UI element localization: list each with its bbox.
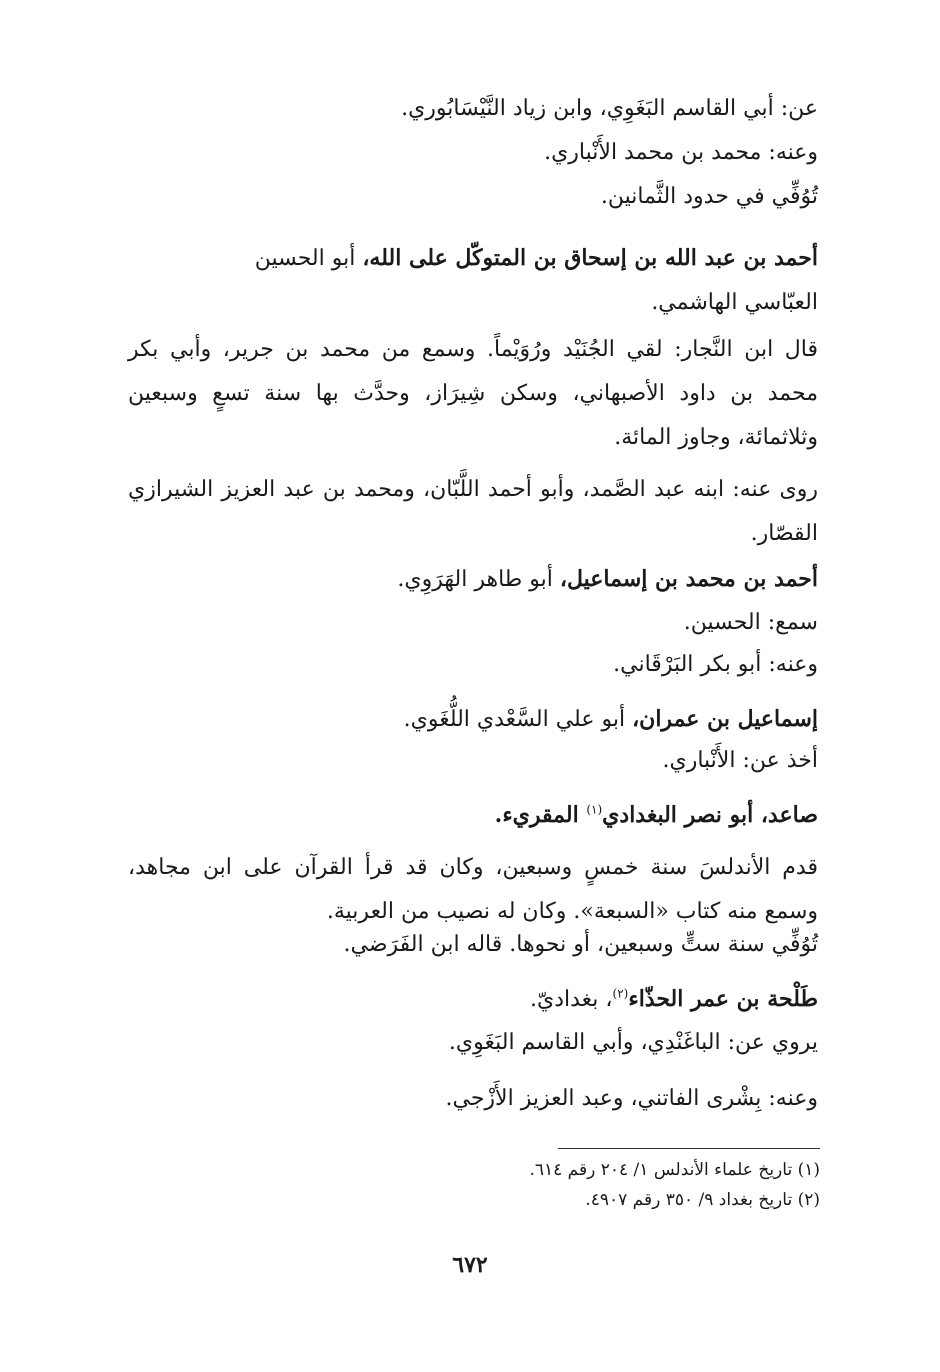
entry-ahmad-ibn-abdallah (128, 236, 818, 325)
text-line: وعنه: أبو بكر البَرْقَاني. (613, 652, 818, 677)
entry-talha (530, 986, 818, 1012)
text-line: عن: أبي القاسم البَغَوِي، وابن زياد النَّيْسَابُوري. (401, 96, 818, 121)
entry-heading: أحمد بن محمد بن إسماعيل، (559, 566, 818, 592)
entry-ismail-ibn-imran (404, 706, 818, 732)
entry-ahmad-ibn-muhammad (397, 566, 818, 592)
text-line: يروي عن: الباغَنْدِي، وأبي القاسم البَغَوِي. (448, 1030, 818, 1055)
paragraph: قال ابن النَّجار: لقي الجُنَيْد ورُوَيْماً. وسمع من محمد بن جرير، وأبي بكر محمد بن داود الأصبهاني، وسكن شِيرَاز، وحدَّث بها سنة تسعٍ وسبعين وثلاثمائة، وجاوز المائة. (128, 337, 818, 450)
text-line: وعنه: محمد بن محمد الأَنْباري. (544, 140, 818, 165)
entry-kunya: أبو الحسين (254, 246, 363, 271)
footnote-marker: (١) (586, 802, 603, 817)
footnote: (١) تاريخ علماء الأندلس ١/ ٢٠٤ رقم ٦١٤. (529, 1160, 820, 1180)
entry-heading: إسماعيل بن عمران، (632, 706, 818, 732)
paragraph: روى عنه: ابنه عبد الصَّمد، وأبو أحمد اللَّبّان، ومحمد بن عبد العزيز الشيرازي القصّار. (128, 477, 818, 546)
text-line: تُوُفِّي في حدود الثَّمانين. (600, 184, 818, 209)
paragraph: قدم الأندلسَ سنة خمسٍ وسبعين، وكان قد قرأ القرآن على ابن مجاهد، وسمع منه كتاب «السبعة». وكان له نصيب من العربية. (128, 855, 818, 924)
entry-heading: المقريء. (494, 802, 587, 828)
text-line: وعنه: بِشْرى الفاتني، وعبد العزيز الأَزْجي. (445, 1086, 818, 1111)
page-number: ٦٧٢ (452, 1252, 488, 1278)
text-line: أخذ عن: الأَنْباري. (662, 748, 818, 773)
entry-kunya: أبو طاهر الهَرَوِي. (397, 567, 560, 592)
entry-kunya: أبو علي السَّعْدي اللُّغَوي. (403, 707, 633, 732)
footnote-marker: (٢) (612, 986, 629, 1001)
entry-nisba: العبّاسي الهاشمي. (651, 290, 818, 315)
entry-nisba: ، بغداديّ. (530, 987, 613, 1012)
footnote: (٢) تاريخ بغداد ٩/ ٣٥٠ رقم ٤٩٠٧. (585, 1190, 820, 1210)
entry-heading: صاعد، أبو نصر البغدادي (602, 802, 818, 828)
text-line: تُوُفِّي سنة ستٍّ وسبعين، أو نحوها. قاله ابن الفَرَضي. (343, 932, 818, 957)
footnote-divider (558, 1148, 820, 1149)
entry-saed (495, 802, 818, 828)
text-line: سمع: الحسين. (683, 610, 818, 635)
entry-heading: طَلْحة بن عمر الحذّاء (628, 986, 818, 1012)
entry-heading: أحمد بن عبد الله بن إسحاق بن المتوكّل على الله، (362, 245, 818, 271)
